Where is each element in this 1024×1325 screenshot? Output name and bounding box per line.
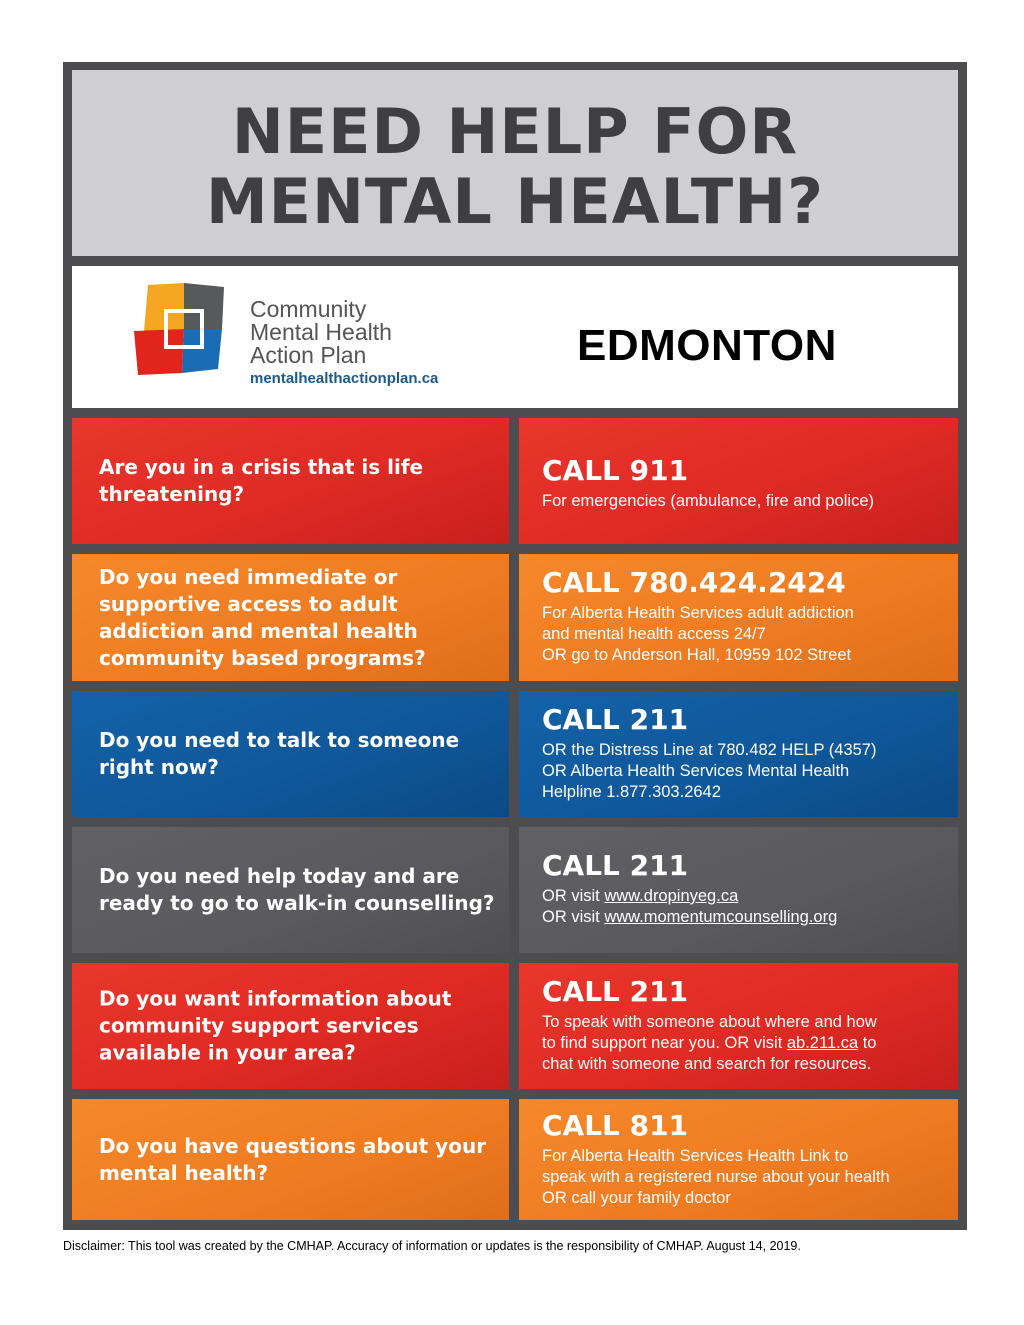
detail-line (542, 907, 942, 928)
question-cell (72, 827, 509, 953)
call-number: CALL 811 (542, 1109, 689, 1142)
detail-line (542, 886, 942, 907)
detail-prefix: OR visit (542, 908, 605, 926)
call-number: CALL 780.424.2424 (542, 566, 846, 599)
cmhap-logo-icon (134, 281, 234, 377)
answer-details (542, 491, 942, 512)
question-text: Do you have questions about your mental health? (99, 1133, 487, 1185)
logo-wordmark (250, 298, 392, 367)
question-text: Do you need help today and are ready to go to walk-in counselling? (99, 864, 495, 915)
detail-line: To speak with someone about where and how (542, 1013, 877, 1031)
poster-frame (63, 62, 967, 1230)
answer-cell (519, 691, 958, 817)
detail-line: For Alberta Health Services adult addiction (542, 604, 854, 622)
question-cell (72, 963, 509, 1089)
logo-banner (72, 266, 958, 408)
detail-line: For Alberta Health Services Health Link to (542, 1147, 849, 1165)
answer-details (542, 603, 942, 666)
answer-cell (519, 1099, 958, 1220)
detail-line: For emergencies (ambulance, fire and police) (542, 492, 874, 510)
detail-line: Helpline 1.877.303.2642 (542, 783, 721, 801)
detail-line: OR call your family doctor (542, 1189, 731, 1207)
question-cell (72, 1099, 509, 1220)
call-number: CALL 911 (542, 454, 689, 487)
call-number: CALL 211 (542, 849, 689, 882)
answer-details (542, 740, 942, 803)
question-cell (72, 554, 509, 681)
detail-line: OR Alberta Health Services Mental Health (542, 762, 850, 780)
dropinyeg-link[interactable]: www.dropinyeg.ca (604, 887, 739, 905)
question-text: Do you want information about community support services available in your area? (99, 986, 452, 1065)
call-number: CALL 211 (542, 703, 689, 736)
detail-line: speak with a registered nurse about your health (542, 1168, 890, 1186)
answer-details (542, 1012, 942, 1075)
question-cell (72, 418, 509, 544)
answer-details (542, 886, 942, 928)
detail-prefix: OR visit (542, 887, 605, 905)
question-text: Do you need to talk to someone right now? (99, 728, 460, 779)
call-number: CALL 211 (542, 975, 689, 1008)
ab211-link[interactable]: ab.211.ca (786, 1034, 859, 1052)
answer-cell (519, 827, 958, 953)
title-banner (72, 70, 958, 256)
detail-line (542, 1033, 942, 1054)
logo-line-1: Community (250, 296, 367, 322)
answer-details (542, 1146, 942, 1209)
question-text: Are you in a crisis that is life threatening? (99, 455, 424, 506)
detail-line: OR the Distress Line at 780.482 HELP (4357) (542, 741, 877, 759)
logo-line-2: Mental Health (250, 319, 392, 345)
detail-suffix: to (858, 1034, 877, 1052)
answer-cell (519, 963, 958, 1089)
answer-cell (519, 418, 958, 544)
detail-line: and mental health access 24/7 (542, 625, 766, 643)
logo-line-3: Action Plan (250, 342, 367, 368)
detail-line: OR go to Anderson Hall, 10959 102 Street (542, 646, 852, 664)
answer-cell (519, 554, 958, 681)
question-cell (72, 691, 509, 817)
detail-line: chat with someone and search for resources. (542, 1055, 872, 1073)
disclaimer: Disclaimer: This tool was created by the CMHAP. Accuracy of information or updates is the responsibility of CMHAP. August 14, 2019. (63, 1239, 801, 1253)
momentum-link[interactable]: www.momentumcounselling.org (604, 908, 838, 926)
title-line-1: NEED HELP FOR (231, 95, 799, 168)
city-name: EDMONTON (577, 321, 837, 370)
website-url[interactable]: mentalhealthactionplan.ca (250, 370, 439, 387)
detail-prefix: to find support near you. OR visit (542, 1034, 787, 1052)
title-line-2: MENTAL HEALTH? (205, 165, 825, 238)
question-text: Do you need immediate or supportive access to adult addiction and mental health community based programs? (99, 564, 426, 670)
